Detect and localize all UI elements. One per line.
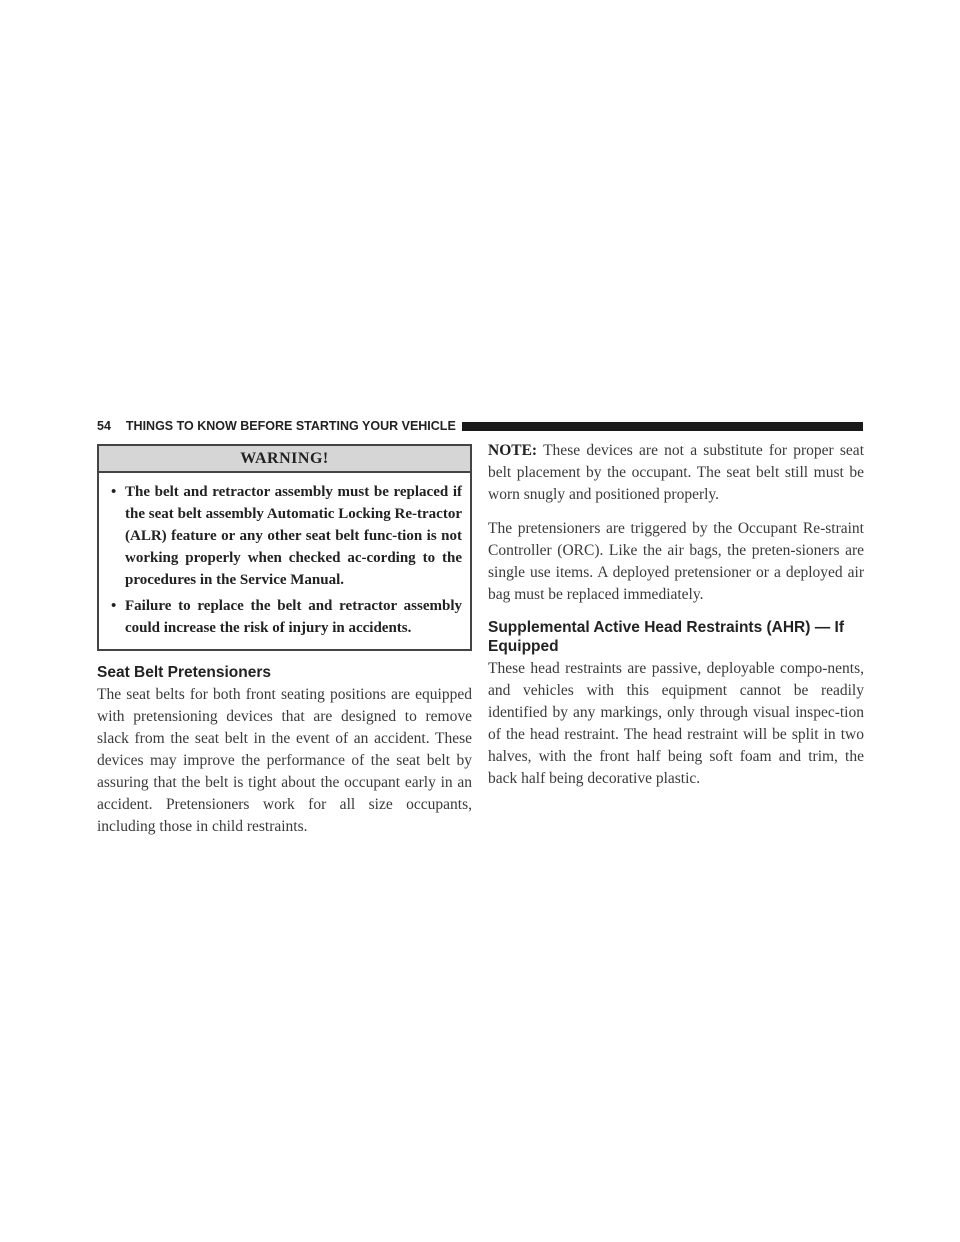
note-paragraph [488,440,864,506]
warning-title: WARNING! [99,446,470,473]
chapter-title: THINGS TO KNOW BEFORE STARTING YOUR VEHICLE [125,419,456,433]
page-number: 54 [97,419,111,433]
section-heading-pretensioners: Seat Belt Pretensioners [97,664,272,681]
bullet-icon: • [111,598,117,614]
left-column [97,444,472,838]
warning-item-text: Failure to replace the belt and retractor assembly could increase the risk of injury in accidents. [125,598,462,636]
note-label: NOTE: [488,442,538,459]
warning-item [109,595,462,639]
ahr-paragraph: These head restraints are passive, deployable compo-nents, and vehicles with this equipment cannot be readily identified by any markings, only through visual inspec-tion of the head restraint. The head restraint will be split in two halves, with the front half being soft foam and trim, the back half being decorative plastic. [488,660,864,787]
warning-item [109,481,462,591]
bullet-icon: • [111,484,117,500]
warning-item-text: The belt and retractor assembly must be replaced if the seat belt assembly Automatic Locking Re-tractor (ALR) feature or any other seat belt func-tion is not working properly when checked ac-cording to the procedures in the Service Manual. [125,484,462,588]
trigger-paragraph: The pretensioners are triggered by the Occupant Re-straint Controller (ORC). Like the air bags, the preten-sioners are single use items. A deployed pretensioner or a deployed air bag must be replaced immediately. [488,520,864,603]
pretensioners-paragraph: The seat belts for both front seating positions are equipped with pretensioning devices that are designed to remove slack from the seat belt in the event of an accident. These devices may improve the performance of the seat belt by assuring that the belt is tight about the occupant early in an accident. Pretensioners work for all size occupants, including those in child restraints. [97,686,472,835]
header-rule [462,422,863,431]
section-heading-ahr: Supplemental Active Head Restraints (AHR) — If Equipped [488,619,844,655]
right-column [488,440,864,790]
note-text: These devices are not a substitute for proper seat belt placement by the occupant. The seat belt still must be worn snugly and positioned properly. [488,442,864,503]
running-head [97,417,863,435]
warning-list [99,473,470,649]
warning-box [97,444,472,651]
